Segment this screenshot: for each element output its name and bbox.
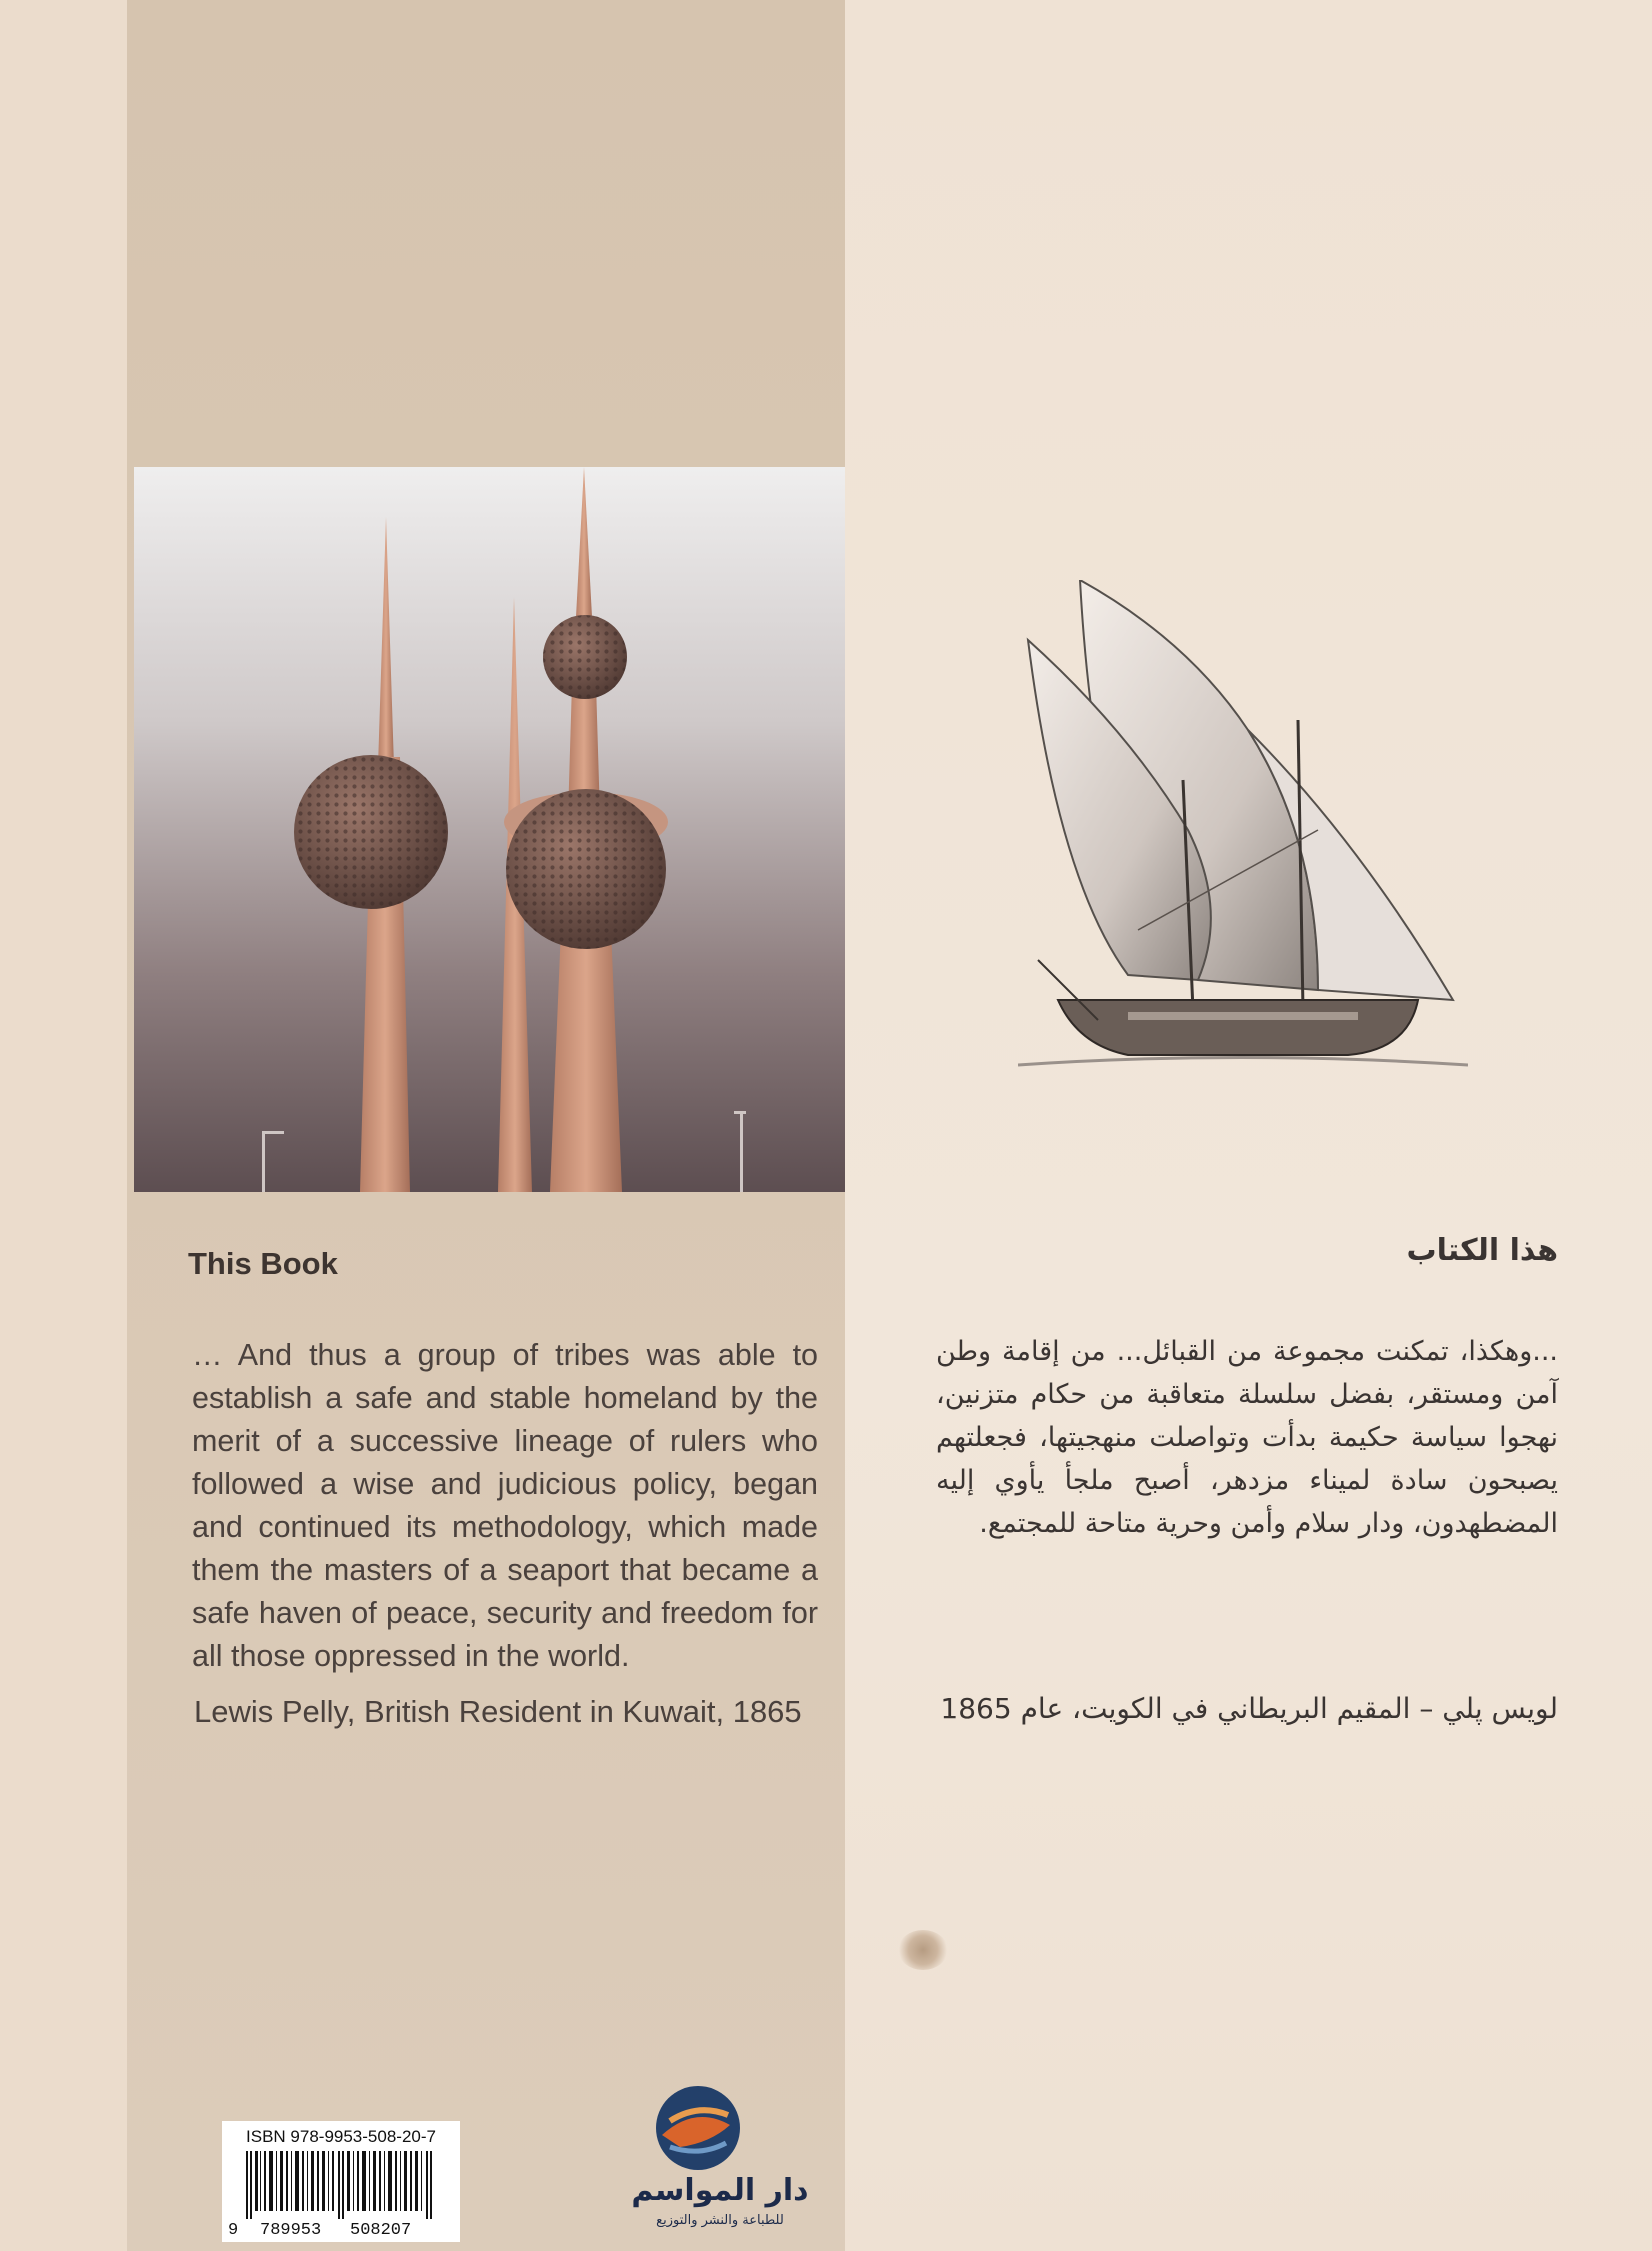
isbn-lead-digit: 9 — [228, 2221, 239, 2240]
arabic-attribution: لويس پلي – المقيم البريطاني في الكويت، عام 1865 — [940, 1692, 1558, 1725]
isbn-label: ISBN 978-9953-508-20-7 — [246, 2127, 436, 2146]
publisher-logo-icon — [600, 2085, 840, 2175]
english-attribution: Lewis Pelly, British Resident in Kuwait, 1865 — [194, 1694, 802, 1729]
english-body-text: … And thus a group of tribes was able to establish a safe and stable homeland by the merit of a successive lineage of rulers who followed a wise and judicious policy, began and continued its methodology, which made them the masters of a seaport that became a safe haven of peace, security and freedom for all those oppressed in the world. — [192, 1338, 818, 1673]
kuwait-towers-photo — [134, 467, 845, 1192]
publisher-name: دار المواسم — [631, 2173, 809, 2208]
publisher-tagline: للطباعة والنشر والتوزيع — [656, 2213, 784, 2228]
isbn-barcode — [222, 2121, 460, 2242]
barcode-bars — [246, 2151, 436, 2219]
publisher-logo — [600, 2085, 840, 2245]
arabic-heading: هذا الكتاب — [1406, 1233, 1558, 1268]
english-heading: This Book — [188, 1246, 338, 1281]
isbn-group-1: 789953 — [260, 2221, 322, 2240]
dhow-sailing-boat-sketch — [1018, 580, 1468, 1080]
arabic-body-text: ...وهكذا، تمكنت مجموعة من القبائل... من إقامة وطن آمن ومستقر، بفضل سلسلة متعاقبة من حكام متزنين، نهجوا سياسة حكيمة بدأت وتواصلت منهجيتها، فجعلتهم يصبحون سادة لميناء مزدهر، أصبح ملجأ يأوي إليه المضطهدون، ودار سلام وأمن وحرية متاحة للمجتمع. — [936, 1336, 1558, 1539]
cover-margin — [0, 0, 127, 2251]
isbn-group-2: 508207 — [350, 2221, 412, 2240]
paper-stain — [898, 1930, 948, 1970]
